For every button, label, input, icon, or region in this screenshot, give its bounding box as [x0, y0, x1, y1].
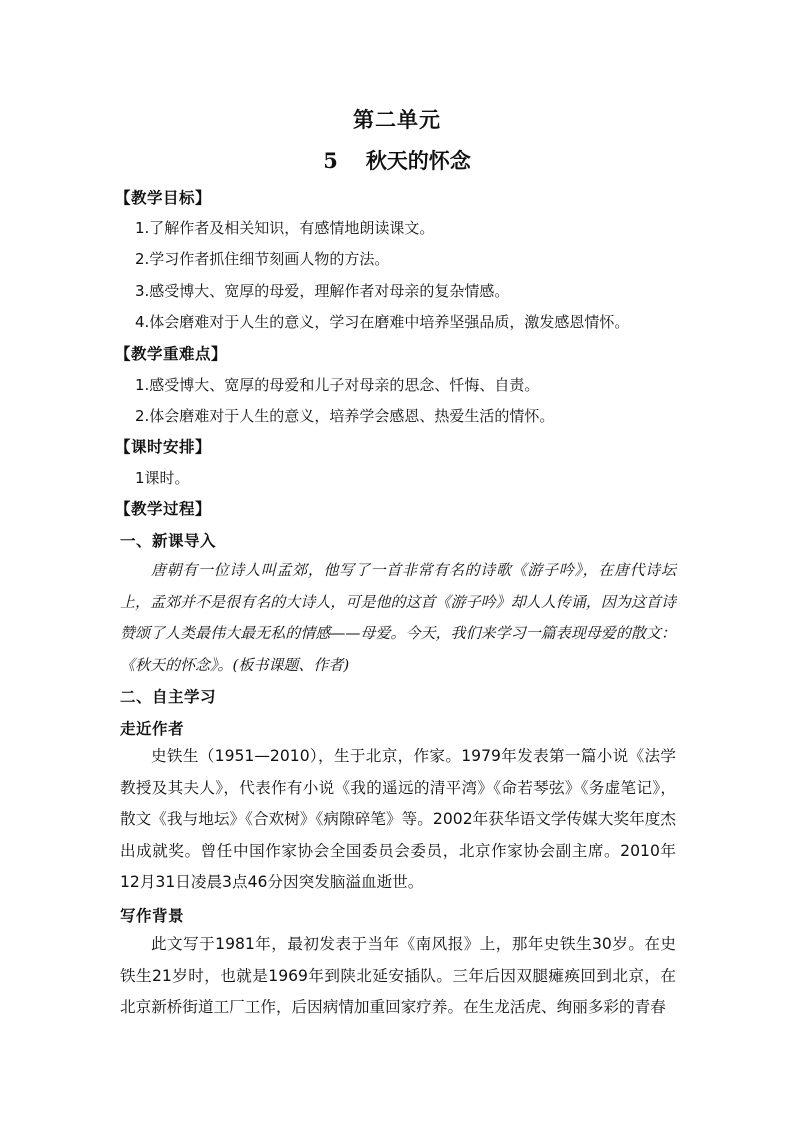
subheading-background: 写作背景 — [120, 907, 185, 925]
section-heading-keys: 【教学重难点】 — [115, 345, 228, 363]
key-item: 1.感受博大、宽厚的母爱和儿子对母亲的思念、忏悔、自责。 — [135, 376, 540, 394]
goal-item: 3.感受博大、宽厚的母爱，理解作者对母亲的复杂情感。 — [135, 282, 510, 300]
goal-item: 2.学习作者抓住细节刻画人物的方法。 — [135, 250, 390, 268]
lesson-number: 5 — [323, 148, 338, 173]
goal-item: 4.体会磨难对于人生的意义，学习在磨难中培养坚强品质，激发感恩情怀。 — [135, 313, 630, 331]
subheading-intro: 一、新课导入 — [120, 532, 217, 550]
key-item: 2.体会磨难对于人生的意义，培养学会感恩、热爱生活的情怀。 — [135, 407, 555, 425]
goal-item: 1.了解作者及相关知识，有感情地朗读课文。 — [135, 219, 435, 237]
lesson-title — [0, 145, 794, 175]
background-paragraph: 此文写于1981年，最初发表于当年《南风报》上，那年史铁生30岁。在史铁生21岁时，也就是1969年到陕北延安插队。三年后因双腿瘫痪回到北京，在北京新桥街道工厂工作，后因病情加重回家疗养。在生龙活虎、绚丽多彩的青春 — [120, 935, 676, 1016]
section-heading-goals: 【教学目标】 — [115, 189, 212, 207]
unit-heading: 第二单元 — [353, 107, 441, 132]
subheading-self-study: 二、自主学习 — [120, 688, 217, 706]
section-heading-process: 【教学过程】 — [115, 500, 212, 518]
intro-paragraph: 唐朝有一位诗人叫孟郊，他写了一首非常有名的诗歌《游子吟》，在唐代诗坛上，孟郊并不是很有名的大诗人，可是他的这首《游子吟》却人人传诵，因为这首诗赞颂了人类最伟大最无私的情感——母爱。今天，我们来学习一篇表现母爱的散文：《秋天的怀念》。(板书课题、作者) — [120, 561, 676, 674]
subheading-author: 走近作者 — [120, 720, 185, 738]
schedule-text: 1课时。 — [135, 469, 190, 487]
section-heading-schedule: 【课时安排】 — [115, 438, 212, 456]
author-paragraph: 史铁生（1951—2010），生于北京，作家。1979年发表第一篇小说《法学教授及其夫人》，代表作有小说《我的遥远的清平湾》《命若琴弦》《务虚笔记》，散文《我与地坛》《合欢树》《病隙碎笔》等。2002年获华语文学传媒大奖年度杰出成就奖。曾任中国作家协会全国委员会委员，北京作家协会副主席。2010年12月31日凌晨3点46分因突发脑溢血逝世。 — [120, 747, 676, 891]
lesson-title-text: 秋天的怀念 — [365, 148, 471, 173]
